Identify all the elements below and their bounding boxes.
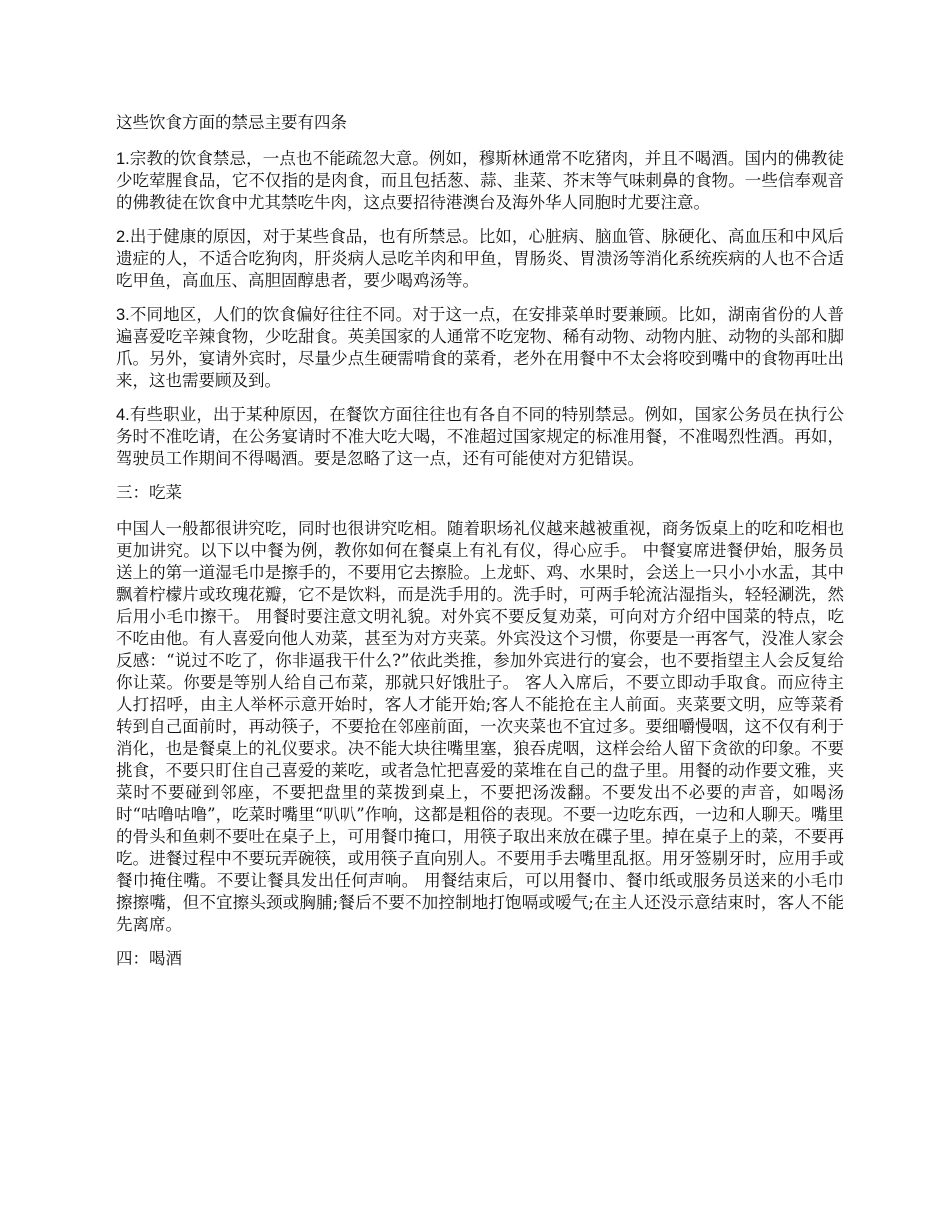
taboo-item-4 — [116, 404, 844, 470]
taboo-text: 有些职业，出于某种原因，在餐饮方面往往也有各自不同的特别禁忌。例如，国家公务员在执行公务时不准吃请，在公务宴请时不准大吃大喝，不准超过国家规定的标准用餐，不准喝烈性酒。再如，驾驶员工作期间不得喝酒。要是忽略了这一点，还有可能使对方犯错误。 — [116, 405, 844, 468]
intro-heading: 这些饮食方面的禁忌主要有四条 — [116, 113, 347, 132]
taboo-number: 4. — [116, 406, 130, 424]
document-page — [116, 112, 844, 984]
taboo-number: 1. — [116, 150, 130, 168]
taboo-text: 出于健康的原因，对于某些食品，也有所禁忌。比如，心脏病、脑血管、脉硬化、高血压和中风后遗症的人，不适合吃狗肉，肝炎病人忌吃羊肉和甲鱼，胃肠炎、胃溃汤等消化系统疾病的人也不合适吃甲鱼，高血压、高胆固醇患者，要少喝鸡汤等。 — [116, 227, 844, 290]
taboo-item-3 — [116, 304, 844, 392]
section-three-heading: 三：吃菜 — [116, 483, 182, 502]
taboo-item-1 — [116, 148, 844, 214]
taboo-text: 宗教的饮食禁忌，一点也不能疏忽大意。例如，穆斯林通常不吃猪肉，并且不喝酒。国内的佛教徒少吃荤腥食品，它不仅指的是肉食，而且包括葱、蒜、韭菜、芥末等气味刺鼻的食物。一些信奉观音的佛教徒在饮食中尤其禁吃牛肉，这点要招待港澳台及海外华人同胞时尤要注意。 — [116, 149, 844, 212]
section-three-body: 中国人一般都很讲究吃，同时也很讲究吃相。随着职场礼仪越来越被重视，商务饭桌上的吃和吃相也更加讲究。以下以中餐为例，教你如何在餐桌上有礼有仪，得心应手。 中餐宴席进餐伊始，服务员送上的第一道湿毛巾是擦手的，不要用它去擦脸。上龙虾、鸡、水果时，会送上一只小小水盂，其中飘着柠檬片或玫瑰花瓣，它不是饮料，而是洗手用的。洗手时，可两手轮流沾湿指头，轻轻涮洗，然后用小毛巾擦干。 用餐时要注意文明礼貌。对外宾不要反复劝菜，可向对方介绍中国菜的特点，吃不吃由他。有人喜爱向他人劝菜，甚至为对方夹菜。外宾没这个习惯，你要是一再客气，没准人家会反感：“说过不吃了，你非逼我干什么?”依此类推，参加外宾进行的宴会，也不要指望主人会反复给你让菜。你要是等别人给自己布菜，那就只好饿肚子。 客人入席后，不要立即动手取食。而应待主人打招呼，由主人举杯示意开始时，客人才能开始;客人不能抢在主人前面。夹菜要文明，应等菜肴转到自己面前时，再动筷子，不要抢在邻座前面，一次夹菜也不宜过多。要细嚼慢咽，这不仅有利于消化，也是餐桌上的礼仪要求。决不能大块往嘴里塞，狼吞虎咽，这样会给人留下贪欲的印象。不要挑食，不要只盯住自己喜爱的莱吃，或者急忙把喜爱的菜堆在自己的盘子里。用餐的动作要文雅，夹菜时不要碰到邻座，不要把盘里的菜拨到桌上，不要把汤泼翻。不要发出不必要的声音，如喝汤时“咕噜咕噜”，吃菜时嘴里“叭叭”作响，这都是粗俗的表现。不要一边吃东西，一边和人聊天。嘴里的骨头和鱼刺不要吐在桌子上，可用餐巾掩口，用筷子取出来放在碟子里。掉在桌子上的菜，不要再吃。进餐过程中不要玩弄碗筷，或用筷子直向别人。不要用手去嘴里乱抠。用牙签剔牙时，应用手或餐巾掩住嘴。不要让餐具发出任何声响。 用餐结束后，可以用餐巾、餐巾纸或服务员送来的小毛巾擦擦嘴，但不宜擦头颈或胸脯;餐后不要不加控制地打饱嗝或嗳气;在主人还没示意结束时，客人不能先离席。 — [116, 519, 844, 934]
taboo-number: 3. — [116, 306, 130, 324]
section-four-heading: 四：喝酒 — [116, 949, 182, 968]
taboo-item-2 — [116, 226, 844, 292]
taboo-number: 2. — [116, 228, 130, 246]
taboo-text: 不同地区，人们的饮食偏好往往不同。对于这一点，在安排菜单时要兼顾。比如，湖南省份的人普遍喜爱吃辛辣食物，少吃甜食。英美国家的人通常不吃宠物、稀有动物、动物内脏、动物的头部和脚爪。另外，宴请外宾时，尽量少点生硬需啃食的菜肴，老外在用餐中不太会将咬到嘴中的食物再吐出来，这也需要顾及到。 — [116, 305, 844, 390]
